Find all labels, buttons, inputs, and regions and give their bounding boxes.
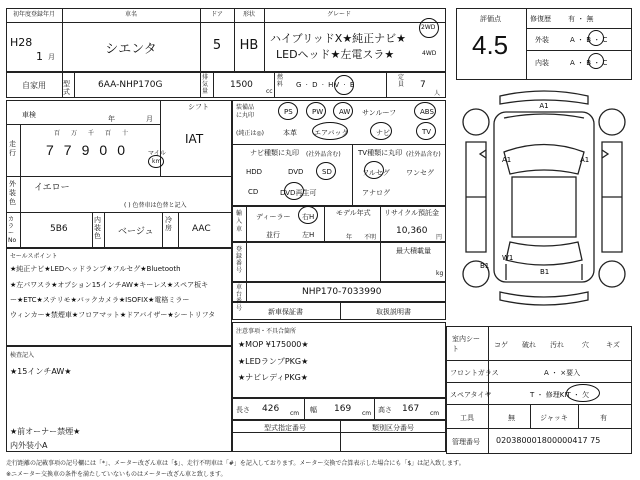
- car-diagram: [456, 82, 632, 322]
- warranty-label: 新車保証書: [268, 308, 303, 316]
- mileage-digits: [46, 142, 135, 158]
- color-note: ( ) 色替車は色替と記入: [124, 202, 187, 209]
- tv-analog: アナログ: [362, 189, 390, 197]
- reg-no-label: 登録番号: [236, 246, 243, 274]
- jack-label: ジャッキ: [540, 414, 568, 422]
- navi-title: ナビ種類に丸印: [250, 149, 299, 157]
- displacement-label: 排気量: [202, 74, 209, 95]
- aircon-value: AAC: [192, 224, 211, 234]
- seat-ana: 穴: [582, 341, 589, 349]
- airbag-circle: [312, 122, 348, 140]
- year-label: 年: [108, 115, 115, 123]
- sales-points-title: セールスポイント: [10, 253, 58, 260]
- recycle-value: 10,360: [396, 226, 428, 236]
- equip-aw: AW: [339, 108, 351, 116]
- equip-leather: 本革: [283, 129, 297, 137]
- glass-label: フロントガラス: [450, 369, 499, 377]
- condition-label: 修復歴: [530, 15, 551, 23]
- first-reg-month-suffix: 月: [48, 53, 55, 61]
- navi-dvd: DVD: [288, 168, 304, 176]
- drive-2wd: 2WD: [421, 24, 436, 31]
- rating-label: 評価点: [480, 15, 501, 23]
- type-number-label: 型式指定番号: [264, 424, 306, 432]
- exterior-options: A ・ B ・ C: [570, 36, 608, 44]
- first-reg-label: 初年度登録年月: [12, 11, 55, 18]
- type-label: 型式: [63, 80, 70, 96]
- recycle-label: リサイクル預託金: [384, 209, 440, 217]
- equipment-title: 装備品に丸印: [236, 104, 255, 119]
- interior-color-label: 内装色: [94, 216, 101, 240]
- mileage-digit: 7: [63, 142, 82, 158]
- chassis-label: 車台番号: [236, 284, 243, 312]
- max-load-unit: kg: [436, 270, 444, 277]
- color-value: イエロー: [34, 183, 70, 193]
- interior-options: A ・ B ・ C: [570, 59, 608, 67]
- handle-right-circle: [298, 206, 318, 224]
- fuel-hv-circle: [334, 75, 354, 95]
- shift-label: シフト: [188, 103, 209, 111]
- seat-koge: コゲ: [494, 341, 508, 349]
- interior-label: 内装: [535, 59, 549, 67]
- vehicle-inspection-label: 車検: [22, 111, 36, 119]
- sd-circle: [316, 162, 336, 180]
- exterior-b-circle: [588, 30, 604, 46]
- shift-value: IAT: [185, 132, 204, 146]
- damage-a1-left: A1: [502, 156, 512, 164]
- doors-value: 5: [212, 38, 222, 53]
- equip-abs: ABS: [420, 108, 434, 116]
- rating-value: 4.5: [472, 30, 509, 60]
- color-no-value: 5B6: [50, 224, 68, 234]
- capacity-label: 定員: [398, 74, 405, 88]
- capacity-value: 7: [420, 80, 426, 90]
- navi-sd: SD: [322, 168, 332, 176]
- inspector-line-1: ★15インチAW★: [10, 367, 72, 376]
- equip-airbag: エアバック: [314, 129, 349, 137]
- model-label: 車名: [124, 11, 137, 18]
- max-load-label: 最大積載量: [396, 247, 431, 255]
- sales-line-3: ー★ETC★ステリモ★バックカメラ★ISOFIX★電格ミラー: [10, 296, 190, 304]
- mileage-digit: 0: [99, 142, 118, 158]
- mileage-label: 走行: [9, 140, 16, 157]
- capacity-unit: 人: [434, 90, 441, 97]
- mileage-unit-km: km: [152, 158, 162, 165]
- inspector-line-3: 内外装小A: [10, 441, 48, 450]
- notes-title: 注意事項・不具合箇所: [236, 328, 297, 335]
- tv-circle: [416, 122, 436, 140]
- shape-label: 形状: [242, 11, 255, 18]
- interior-b-circle: [588, 53, 604, 69]
- mileage-unit-mile: マイル: [148, 150, 166, 157]
- doors-label: ドア: [211, 11, 223, 18]
- first-reg-month: 1: [36, 50, 43, 63]
- tv-fullseg: フルセグ: [362, 169, 390, 177]
- width-label: 幅: [310, 406, 317, 414]
- abs-circle: [414, 102, 436, 120]
- handle-right: 右H: [302, 213, 315, 221]
- length-value: 426: [262, 404, 280, 414]
- footer-line-2: ※ニメーター交換車の条件を満たしていないものはメーター改ざん車と致します。: [6, 471, 227, 478]
- handle-left: 左H: [302, 231, 315, 239]
- first-reg-year: H28: [10, 36, 33, 49]
- notes-line-3: ★ナビレディPKG★: [238, 373, 308, 382]
- mgmt-value: 020380001800000417 75: [496, 436, 601, 445]
- notes-line-1: ★MOP ¥175000★: [238, 340, 309, 349]
- category-label: 類別区分番号: [372, 424, 414, 432]
- sales-line-4: ウィンカー★禁煙車★フロアマット★ドアバイザー★シートリフタ: [10, 311, 216, 319]
- damage-w1: W1: [502, 254, 514, 262]
- navi-hdd: HDD: [246, 168, 263, 176]
- month-label: 月: [146, 115, 153, 123]
- equip-navi: ナビ: [376, 129, 390, 137]
- navi-dvd-play: DVD再生可: [280, 189, 317, 197]
- interior-seat-label: 室内シート: [452, 335, 480, 353]
- manual-label: 取扱説明書: [376, 308, 411, 316]
- spare-kit-circle: [566, 384, 600, 402]
- exterior-label: 外装: [535, 36, 549, 44]
- height-unit: cm: [430, 410, 440, 417]
- fullseg-circle: [364, 161, 384, 179]
- color-no-label: カラーNo: [8, 216, 17, 244]
- tv-oneseg: ワンセグ: [406, 169, 434, 177]
- width-unit: cm: [362, 410, 372, 417]
- damage-a1-right: A1: [580, 156, 590, 164]
- model-year-unknown: 不明: [364, 234, 377, 241]
- equip-ps: PS: [284, 108, 293, 116]
- import-label: 輸入車: [236, 210, 243, 233]
- spare-label: スペアタイヤ: [450, 391, 492, 399]
- jack-value: 有: [600, 414, 607, 422]
- type-value: 6AA-NHP170G: [98, 80, 163, 90]
- dvd-play-circle: [284, 182, 304, 200]
- parallel-label: 並行: [266, 231, 280, 239]
- navi-cd: CD: [248, 188, 259, 196]
- length-label: 長さ: [236, 406, 250, 414]
- footer-line-1: 走行距離の記載事項の記号欄には「*」、メーター改ざん車は「$」、走行不明車は「#」を記入しております。メーター交換で合算表示した場合にも「$」は記入致します。: [6, 460, 465, 467]
- height-value: 167: [402, 404, 420, 414]
- drive-4wd: 4WD: [422, 50, 437, 57]
- equip-tv: TV: [422, 128, 432, 136]
- shape-value: HB: [239, 38, 259, 53]
- inspector-notes-title: 検査記入: [10, 352, 35, 359]
- ps-circle: [278, 102, 298, 120]
- chassis-value: NHP170-7033990: [302, 287, 382, 297]
- damage-a1-front: A1: [539, 102, 549, 110]
- height-label: 高さ: [378, 406, 392, 414]
- mileage-units: 百万千百十: [54, 130, 140, 137]
- dealer-label: ディーラー: [256, 213, 291, 221]
- seat-kizu: キズ: [606, 341, 620, 349]
- grade-line2: LEDヘッド★左電スラ★: [276, 48, 395, 61]
- interior-color-value: ベージュ: [118, 227, 154, 237]
- mgmt-label: 管理番号: [452, 438, 480, 446]
- damage-b1-lower: B1: [540, 268, 550, 276]
- seat-yogore: 汚れ: [550, 341, 564, 349]
- damage-b1-rear: B1: [480, 262, 490, 270]
- color-label: 外装色: [9, 180, 16, 206]
- recycle-unit: 円: [436, 234, 443, 241]
- tools-value: 無: [508, 414, 515, 422]
- aw-circle: [333, 102, 353, 120]
- documents-row: [232, 302, 446, 320]
- model-year-label: モデル年式: [336, 209, 371, 217]
- km-circle: [148, 155, 164, 168]
- length-unit: cm: [290, 410, 300, 417]
- equip-pw: PW: [312, 108, 324, 116]
- tv-title: TV種類に丸印: [358, 149, 403, 157]
- equipment-subtitle: (純正は◎): [236, 130, 264, 137]
- equip-sunroof: サンルーフ: [362, 109, 397, 117]
- pw-circle: [306, 102, 326, 120]
- mileage-digit: 7: [46, 142, 64, 158]
- width-value: 169: [334, 404, 352, 414]
- model-year-unit: 年: [346, 234, 353, 241]
- sales-line-2: ★左パワスラ★オプション15インチAW★キーレス★スペア板キ: [10, 281, 209, 289]
- mileage-digit: 9: [81, 142, 100, 158]
- notes-line-2: ★LEDランプPKG★: [238, 357, 309, 366]
- inspector-line-2: ★前オーナー禁煙★: [10, 427, 81, 436]
- navi-sub: (社外品含む): [306, 151, 341, 158]
- fuel-options: G · D · HV · E: [296, 81, 356, 89]
- grade-label: グレード: [326, 11, 351, 18]
- spare-options: T ・ 修理KIT ・ 欠: [530, 391, 590, 399]
- condition-options: 有 ・ 無: [568, 15, 594, 23]
- fuel-label: 燃料: [277, 74, 284, 88]
- displacement-unit: cc: [266, 88, 273, 95]
- model-value: シエンタ: [105, 42, 157, 57]
- usage-label: 自家用: [22, 81, 46, 90]
- mileage-digit: 0: [117, 142, 135, 158]
- seat-yabure: 破れ: [522, 341, 536, 349]
- grade-line1: ハイブリッドX★純正ナビ★: [270, 32, 407, 45]
- navi-circle: [370, 122, 392, 140]
- sales-line-1: ★純正ナビ★LEDヘッドランプ★フルセグ★Bluetooth: [10, 265, 181, 273]
- glass-options: A ・ ×要入: [544, 369, 581, 377]
- tools-label: 工具: [460, 414, 474, 422]
- aircon-label: 冷房: [165, 216, 172, 232]
- displacement-value: 1500: [230, 80, 253, 90]
- tv-sub: (社外品含む): [406, 151, 441, 158]
